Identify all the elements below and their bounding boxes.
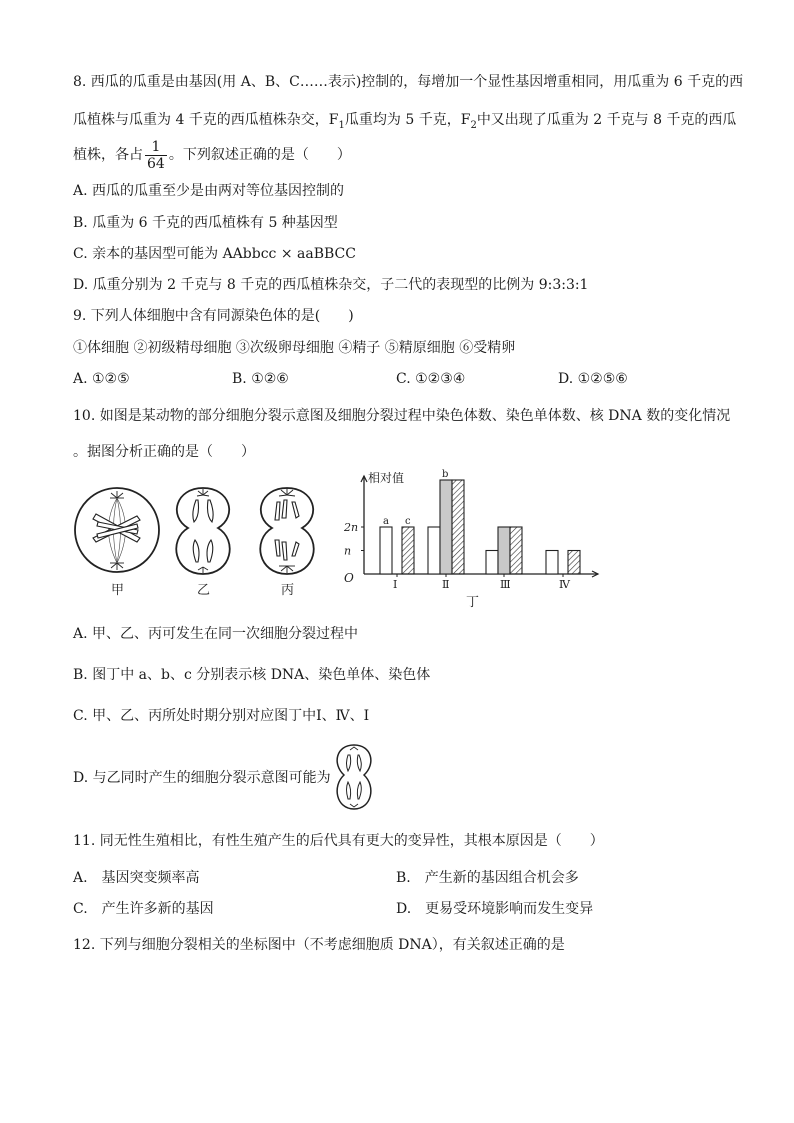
fraction <box>145 139 167 172</box>
q11-option-c[interactable]: C. 产生许多新的基因 <box>73 901 214 917</box>
q10-option-d[interactable]: D. 与乙同时产生的细胞分裂示意图可能为 <box>73 770 331 786</box>
chart-bar <box>452 480 464 574</box>
chart-bar <box>440 480 452 574</box>
chromosome <box>347 782 351 799</box>
cell-division-diagrams <box>70 478 340 600</box>
cell-label-bing: 丙 <box>281 583 295 598</box>
q10-option-b[interactable]: B. 图丁中 a、b、c 分别表示核 DNA、染色单体、染色体 <box>73 667 431 683</box>
chart-bar <box>510 527 522 574</box>
chart-bar <box>486 551 498 575</box>
chart-y-axis-label: 相对值 <box>368 471 405 485</box>
aster-bottom <box>279 566 295 573</box>
q8-line2-c: 中又出现了瓜重为 2 千克与 8 千克的西瓜 <box>476 112 737 128</box>
cell-label-yi: 乙 <box>197 583 211 598</box>
chart-y-tick-label: 2n <box>344 521 359 534</box>
q9-option-b[interactable]: B. ①②⑥ <box>232 371 289 387</box>
q12-stem: 12. 下列与细胞分裂相关的坐标图中（不考虑细胞质 DNA），有关叙述正确的是 <box>73 937 565 953</box>
q11-option-b[interactable]: B. 产生新的基因组合机会多 <box>396 870 579 886</box>
q8-line3-b: 。下列叙述正确的是（ ） <box>168 147 351 163</box>
q10-option-c[interactable]: C. 甲、乙、丙所处时期分别对应图丁中Ⅰ、Ⅳ、Ⅰ <box>73 708 370 724</box>
chart-bar <box>380 527 392 574</box>
chart-bar-label: b <box>442 469 449 480</box>
q8-stem-line1: 8. 西瓜的瓜重是由基因(用 A、B、C……表示)控制的，每增加一个显性基因增重相同，用瓜重为 6 千克的西 <box>73 74 744 90</box>
q11-option-a[interactable]: A. 基因突变频率高 <box>73 870 200 886</box>
aster-bottom <box>350 804 358 807</box>
q10-option-a[interactable]: A. 甲、乙、丙可发生在同一次细胞分裂过程中 <box>73 626 359 642</box>
chart-category-label: Ⅳ <box>559 578 570 591</box>
q8-option-b[interactable]: B. 瓜重为 6 千克的西瓜植株有 5 种基因型 <box>73 215 338 231</box>
q9-option-a[interactable]: A. ①②⑤ <box>73 371 130 387</box>
q9-option-d[interactable]: D. ①②⑤⑥ <box>558 371 628 387</box>
q9-stem: 9. 下列人体细胞中含有同源染色体的是( ) <box>73 308 354 324</box>
chart-origin-label: O <box>344 571 354 585</box>
chromosome-tetrads <box>93 514 140 542</box>
q10-stem-line1: 10. 如图是某动物的部分细胞分裂示意图及细胞分裂过程中染色体数、染色单体数、核 DNA 数的变化情况 <box>73 408 731 424</box>
aster-bottom <box>110 563 124 570</box>
chart-category-label: Ⅰ <box>393 578 398 591</box>
chromosome <box>357 782 361 799</box>
chart-category-label: Ⅲ <box>500 578 511 591</box>
q11-stem: 11. 同无性生殖相比，有性生殖产生的后代具有更大的变异性，其根本原因是（ ） <box>73 833 604 849</box>
q8-stem-line3 <box>73 136 351 174</box>
chromosomes <box>193 500 213 562</box>
membrane <box>337 745 371 809</box>
cell-jia <box>75 488 159 572</box>
chart-bar <box>546 551 558 575</box>
chart-y-tick-label: n <box>344 544 352 558</box>
cell-yi-membrane <box>176 488 229 574</box>
q9-items: ①体细胞 ②初级精母细胞 ③次级卵母细胞 ④精子 ⑤精原细胞 ⑥受精卵 <box>73 340 516 356</box>
option-d-cell-diagram <box>330 742 378 812</box>
fraction-denominator: 64 <box>147 155 165 172</box>
q8-sub1: 1 <box>338 119 345 131</box>
aster-bottom <box>198 567 208 573</box>
chart-bar <box>402 527 414 574</box>
chart-bar-label: a <box>383 516 389 527</box>
chromosome <box>347 755 351 771</box>
q8-option-c[interactable]: C. 亲本的基因型可能为 AAbbcc × aaBBCC <box>73 246 356 262</box>
chart-bar <box>428 527 440 574</box>
chromosomes <box>275 500 299 560</box>
q8-sub2: 2 <box>470 119 477 131</box>
q10-stem-line2: 。据图分析正确的是（ ） <box>73 444 255 460</box>
aster-top <box>110 491 124 498</box>
q9-option-c[interactable]: C. ①②③④ <box>396 371 466 387</box>
chart-bar-label: c <box>405 516 411 527</box>
q8-line2-b: 瓜重均为 5 千克，F <box>344 112 471 128</box>
bar-chart-ding <box>340 466 602 610</box>
q8-line2-a: 瓜植株与瓜重为 4 千克的西瓜植株杂交，F <box>73 112 339 128</box>
chart-x-axis-label: 丁 <box>466 595 480 610</box>
aster-top <box>350 747 358 750</box>
cell-yi <box>176 488 229 574</box>
q8-option-d[interactable]: D. 瓜重分别为 2 千克与 8 千克的西瓜植株杂交，子二代的表现型的比例为 9:3:3:1 <box>73 277 589 293</box>
q11-option-d[interactable]: D. 更易受环境影响而发生变异 <box>396 901 594 917</box>
q8-option-a[interactable]: A. 西瓜的瓜重至少是由两对等位基因控制的 <box>73 183 345 199</box>
chart-category-label: Ⅱ <box>442 578 450 591</box>
aster-top <box>197 489 209 496</box>
chart-bar <box>568 551 580 575</box>
q8-line3-a: 植株，各占 <box>73 147 143 163</box>
chart-bar <box>498 527 510 574</box>
chromosome <box>357 755 361 771</box>
cell-label-jia: 甲 <box>111 583 125 598</box>
q8-stem-line2 <box>73 110 736 136</box>
fraction-numerator: 1 <box>145 139 167 156</box>
cell-bing <box>260 488 313 574</box>
chart-plot-area <box>343 469 598 591</box>
